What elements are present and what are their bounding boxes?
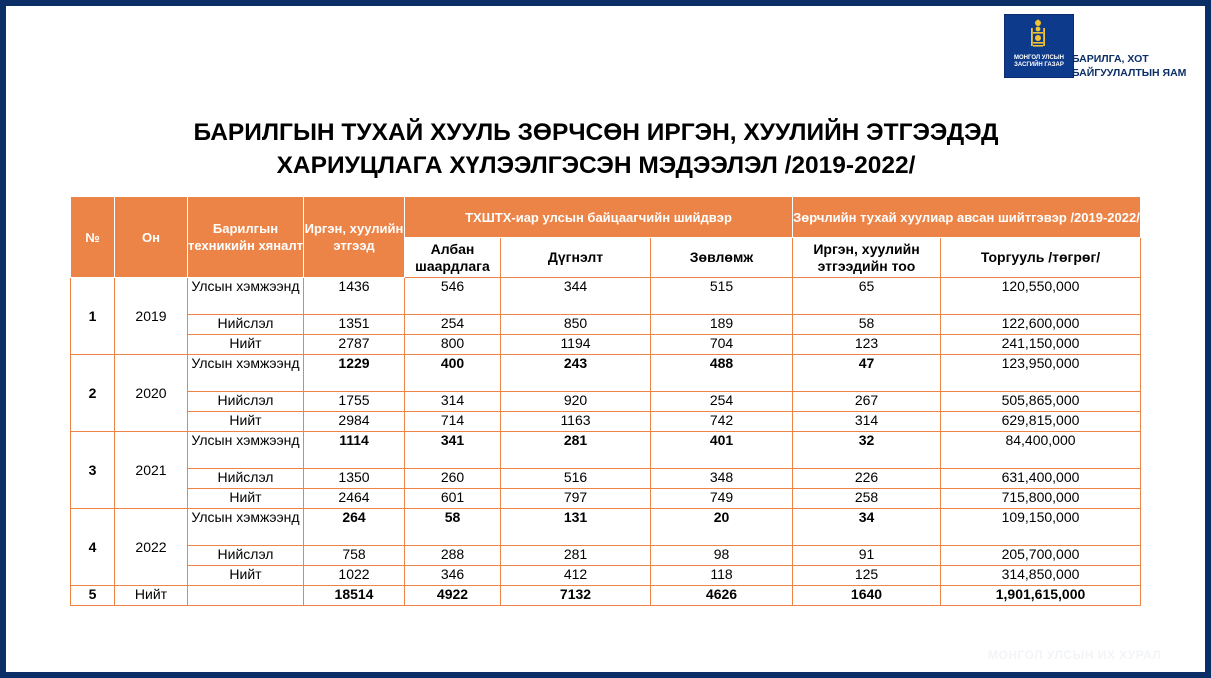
statistics-table xyxy=(70,196,1141,606)
row-year: 2019 xyxy=(115,278,188,355)
cell-entities: 125 xyxy=(793,566,941,586)
cell-recommendation: 118 xyxy=(651,566,793,586)
total-row xyxy=(71,586,1141,606)
cell-recommendation: 20 xyxy=(651,509,793,546)
cell-entities: 258 xyxy=(793,489,941,509)
header-conclusion: Дүгнэлт xyxy=(501,238,651,278)
cell-conclusion: 797 xyxy=(501,489,651,509)
row-number: 2 xyxy=(71,355,115,432)
row-label: Нийслэл xyxy=(188,315,304,335)
header-violation-group: Зөрчлийн тухай хуулиар авсан шийтгэвэр /2019-2022/ xyxy=(793,197,1141,238)
cell-conclusion: 1194 xyxy=(501,335,651,355)
cell-fine: 84,400,000 xyxy=(941,432,1141,469)
header-citizens: Иргэн, хуулийн этгээд xyxy=(304,197,405,278)
cell-conclusion: 412 xyxy=(501,566,651,586)
header-inspector-group: ТХШТХ-иар улсын байцаагчийн шийдвэр xyxy=(405,197,793,238)
total-official: 4922 xyxy=(405,586,501,606)
cell-citizens: 758 xyxy=(304,546,405,566)
cell-official: 260 xyxy=(405,469,501,489)
cell-entities: 91 xyxy=(793,546,941,566)
row-number: 5 xyxy=(71,586,115,606)
cell-fine: 123,950,000 xyxy=(941,355,1141,392)
cell-citizens: 2464 xyxy=(304,489,405,509)
cell-official: 58 xyxy=(405,509,501,546)
row-number: 3 xyxy=(71,432,115,509)
cell-entities: 226 xyxy=(793,469,941,489)
cell-official: 400 xyxy=(405,355,501,392)
header-fine: Торгууль /төгрөг/ xyxy=(941,238,1141,278)
table-body xyxy=(71,278,1141,606)
row-label: Нийслэл xyxy=(188,392,304,412)
total-recommendation: 4626 xyxy=(651,586,793,606)
row-label: Нийслэл xyxy=(188,469,304,489)
header-entity-count: Иргэн, хуулийн этгээдийн тоо xyxy=(793,238,941,278)
cell-conclusion: 344 xyxy=(501,278,651,315)
cell-conclusion: 281 xyxy=(501,432,651,469)
cell-conclusion: 131 xyxy=(501,509,651,546)
cell-fine: 629,815,000 xyxy=(941,412,1141,432)
header-no: № xyxy=(71,197,115,278)
cell-recommendation: 189 xyxy=(651,315,793,335)
cell-recommendation: 98 xyxy=(651,546,793,566)
header-recommendation: Зөвлөмж xyxy=(651,238,793,278)
cell-official: 254 xyxy=(405,315,501,335)
row-label: Нийслэл xyxy=(188,546,304,566)
cell-recommendation: 254 xyxy=(651,392,793,412)
row-label: Нийт xyxy=(188,489,304,509)
table-row xyxy=(71,489,1141,509)
row-year: 2020 xyxy=(115,355,188,432)
table-row xyxy=(71,509,1141,546)
table-row xyxy=(71,278,1141,315)
cell-fine: 631,400,000 xyxy=(941,469,1141,489)
total-fine: 1,901,615,000 xyxy=(941,586,1141,606)
cell-fine: 122,600,000 xyxy=(941,315,1141,335)
row-label: Улсын хэмжээнд xyxy=(188,278,304,315)
row-number: 4 xyxy=(71,509,115,586)
cell-citizens: 1022 xyxy=(304,566,405,586)
cell-official: 346 xyxy=(405,566,501,586)
total-citizens: 18514 xyxy=(304,586,405,606)
cell-conclusion: 850 xyxy=(501,315,651,335)
footer-watermark: МОНГОЛ УЛСЫН ИХ ХУРАЛ xyxy=(988,648,1162,662)
cell-official: 601 xyxy=(405,489,501,509)
row-label: Улсын хэмжээнд xyxy=(188,509,304,546)
cell-recommendation: 742 xyxy=(651,412,793,432)
cell-entities: 314 xyxy=(793,412,941,432)
cell-conclusion: 243 xyxy=(501,355,651,392)
cell-official: 546 xyxy=(405,278,501,315)
row-number: 1 xyxy=(71,278,115,355)
row-label: Нийт xyxy=(188,566,304,586)
cell-conclusion: 281 xyxy=(501,546,651,566)
cell-citizens: 1229 xyxy=(304,355,405,392)
table-row xyxy=(71,315,1141,335)
cell-fine: 109,150,000 xyxy=(941,509,1141,546)
header-official-demand: Албан шаардлага xyxy=(405,238,501,278)
row-year: 2021 xyxy=(115,432,188,509)
logo-caption: МОНГОЛ УЛСЫН ЗАСГИЙН ГАЗАР xyxy=(1014,55,1064,68)
cell-citizens: 264 xyxy=(304,509,405,546)
row-year: 2022 xyxy=(115,509,188,586)
cell-citizens: 1351 xyxy=(304,315,405,335)
cell-citizens: 1350 xyxy=(304,469,405,489)
table-row xyxy=(71,566,1141,586)
total-label: Нийт xyxy=(115,586,188,606)
table-row xyxy=(71,392,1141,412)
cell-citizens: 2984 xyxy=(304,412,405,432)
cell-entities: 267 xyxy=(793,392,941,412)
cell-conclusion: 516 xyxy=(501,469,651,489)
soyombo-emblem-icon xyxy=(1031,19,1045,49)
cell-fine: 715,800,000 xyxy=(941,489,1141,509)
table-row xyxy=(71,546,1141,566)
cell-citizens: 1436 xyxy=(304,278,405,315)
ministry-name: БАРИЛГА, ХОТ БАЙГУУЛАЛТЫН ЯАМ xyxy=(1072,53,1187,79)
cell-fine: 205,700,000 xyxy=(941,546,1141,566)
cell-fine: 505,865,000 xyxy=(941,392,1141,412)
cell-official: 800 xyxy=(405,335,501,355)
cell-conclusion: 920 xyxy=(501,392,651,412)
table-row xyxy=(71,412,1141,432)
cell-official: 341 xyxy=(405,432,501,469)
cell-entities: 34 xyxy=(793,509,941,546)
cell-official: 714 xyxy=(405,412,501,432)
slide xyxy=(6,6,1205,672)
cell-fine: 241,150,000 xyxy=(941,335,1141,355)
cell-entities: 32 xyxy=(793,432,941,469)
total-conclusion: 7132 xyxy=(501,586,651,606)
row-label: Улсын хэмжээнд xyxy=(188,432,304,469)
government-logo xyxy=(1004,14,1074,78)
cell-citizens: 1755 xyxy=(304,392,405,412)
cell-official: 288 xyxy=(405,546,501,566)
total-empty xyxy=(188,586,304,606)
cell-recommendation: 401 xyxy=(651,432,793,469)
cell-entities: 58 xyxy=(793,315,941,335)
cell-entities: 123 xyxy=(793,335,941,355)
table-row xyxy=(71,335,1141,355)
table-row xyxy=(71,469,1141,489)
cell-citizens: 1114 xyxy=(304,432,405,469)
header-control: Барилгын техникийн хяналт xyxy=(188,197,304,278)
cell-fine: 120,550,000 xyxy=(941,278,1141,315)
row-label: Нийт xyxy=(188,412,304,432)
header-year: Он xyxy=(115,197,188,278)
cell-entities: 65 xyxy=(793,278,941,315)
cell-official: 314 xyxy=(405,392,501,412)
cell-recommendation: 515 xyxy=(651,278,793,315)
page-title: БАРИЛГЫН ТУХАЙ ХУУЛЬ ЗӨРЧСӨН ИРГЭН, ХУУЛИЙН ЭТГЭЭДЭД ХАРИУЦЛАГА ХҮЛЭЭЛГЭСЭН МЭДЭЭЛЭЛ /2019-2022/ xyxy=(193,119,999,179)
cell-recommendation: 749 xyxy=(651,489,793,509)
cell-conclusion: 1163 xyxy=(501,412,651,432)
cell-fine: 314,850,000 xyxy=(941,566,1141,586)
cell-recommendation: 488 xyxy=(651,355,793,392)
cell-recommendation: 704 xyxy=(651,335,793,355)
row-label: Улсын хэмжээнд xyxy=(188,355,304,392)
table-row xyxy=(71,432,1141,469)
total-entities: 1640 xyxy=(793,586,941,606)
cell-entities: 47 xyxy=(793,355,941,392)
table-row xyxy=(71,355,1141,392)
row-label: Нийт xyxy=(188,335,304,355)
cell-citizens: 2787 xyxy=(304,335,405,355)
cell-recommendation: 348 xyxy=(651,469,793,489)
